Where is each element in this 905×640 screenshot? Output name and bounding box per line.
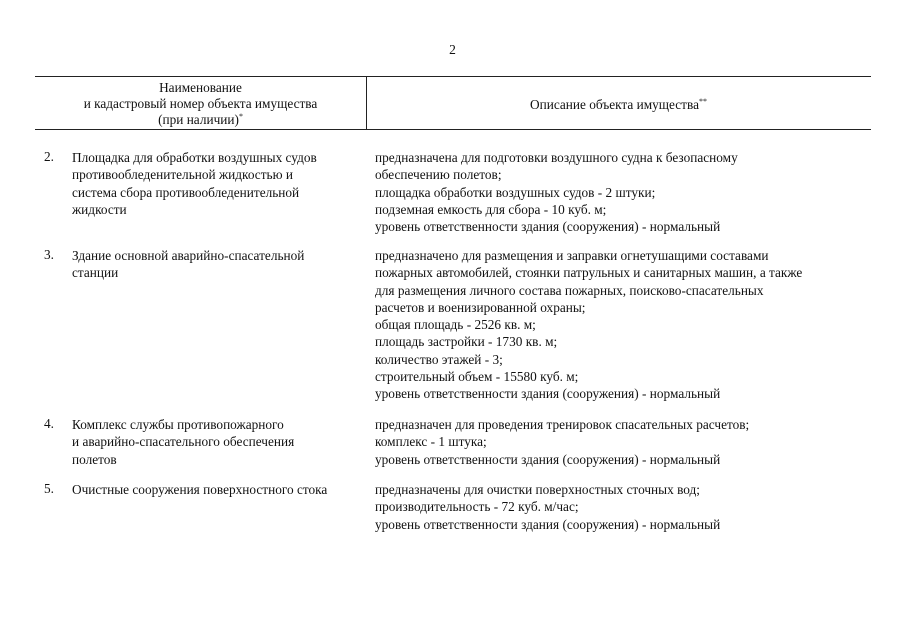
description-line: строительный объем - 15580 куб. м; — [375, 369, 579, 385]
description-line: уровень ответственности здания (сооружения) - нормальный — [375, 386, 721, 402]
description-line: предназначено для размещения и заправки огнетушащими составами — [375, 248, 769, 263]
row-number: 5. — [44, 481, 54, 496]
object-name-line: и аварийно-спасательного обеспечения — [72, 434, 295, 450]
description-line: комплекс - 1 штука; — [375, 434, 487, 450]
description-line: уровень ответственности здания (сооружения) - нормальный — [375, 451, 721, 467]
column-header-name-line: (при наличии)* — [158, 112, 243, 127]
table-header-bottom-rule — [35, 129, 871, 130]
object-description — [375, 149, 875, 235]
description-line: для размещения личного состава пожарных, поисково-спасательных — [375, 282, 764, 298]
description-line: расчетов и военизированной охраны; — [375, 299, 586, 315]
object-description — [375, 247, 875, 403]
description-line: площадка обработки воздушных судов - 2 штуки; — [375, 184, 656, 200]
object-name-line: Комплекс службы противопожарного — [72, 417, 284, 432]
row-number: 4. — [44, 416, 54, 431]
description-line: обеспечению полетов; — [375, 167, 502, 183]
object-name-line: Здание основной аварийно-спасательной — [72, 248, 305, 263]
description-line: подземная емкость для сбора - 10 куб. м; — [375, 201, 607, 217]
object-description — [375, 481, 875, 533]
description-line: уровень ответственности здания (сооружения) - нормальный — [375, 516, 721, 532]
description-line: общая площадь - 2526 кв. м; — [375, 317, 536, 333]
object-name-line: полетов — [72, 451, 117, 467]
description-line: пожарных автомобилей, стоянки патрульных и санитарных машин, а также — [375, 265, 803, 281]
description-line: уровень ответственности здания (сооружения) - нормальный — [375, 219, 721, 235]
object-name-line: противообледенительной жидкостью и — [72, 167, 293, 183]
description-line: производительность - 72 куб. м/час; — [375, 499, 579, 515]
object-name — [72, 481, 372, 498]
column-header-name-line: Наименование — [159, 80, 242, 95]
column-header-name-line: и кадастровый номер объекта имущества — [83, 96, 318, 111]
footnote-mark: * — [238, 112, 243, 121]
description-line: количество этажей - 3; — [375, 351, 503, 367]
description-line: предназначена для подготовки воздушного судна к безопасному — [375, 150, 738, 165]
object-name — [72, 149, 372, 218]
object-name-line: Очистные сооружения поверхностного стока — [72, 482, 328, 497]
column-header-name — [35, 80, 366, 128]
description-line: предназначены для очистки поверхностных сточных вод; — [375, 482, 700, 497]
row-number: 2. — [44, 149, 54, 164]
table-header-top-rule — [35, 76, 871, 77]
object-description — [375, 416, 875, 468]
object-name-line: Площадка для обработки воздушных судов — [72, 150, 317, 165]
description-line: площадь застройки - 1730 кв. м; — [375, 334, 558, 350]
object-name — [72, 416, 372, 468]
footnote-mark: ** — [698, 97, 707, 106]
page-number: 2 — [449, 42, 456, 57]
object-name-line: система сбора противообледенительной — [72, 184, 300, 200]
row-number: 3. — [44, 247, 54, 262]
object-name-line: жидкости — [72, 201, 127, 217]
object-name-line: станции — [72, 265, 119, 281]
object-name — [72, 247, 372, 282]
description-line: предназначен для проведения тренировок спасательных расчетов; — [375, 417, 750, 432]
column-header-description: Описание объекта имущества** — [530, 97, 707, 112]
